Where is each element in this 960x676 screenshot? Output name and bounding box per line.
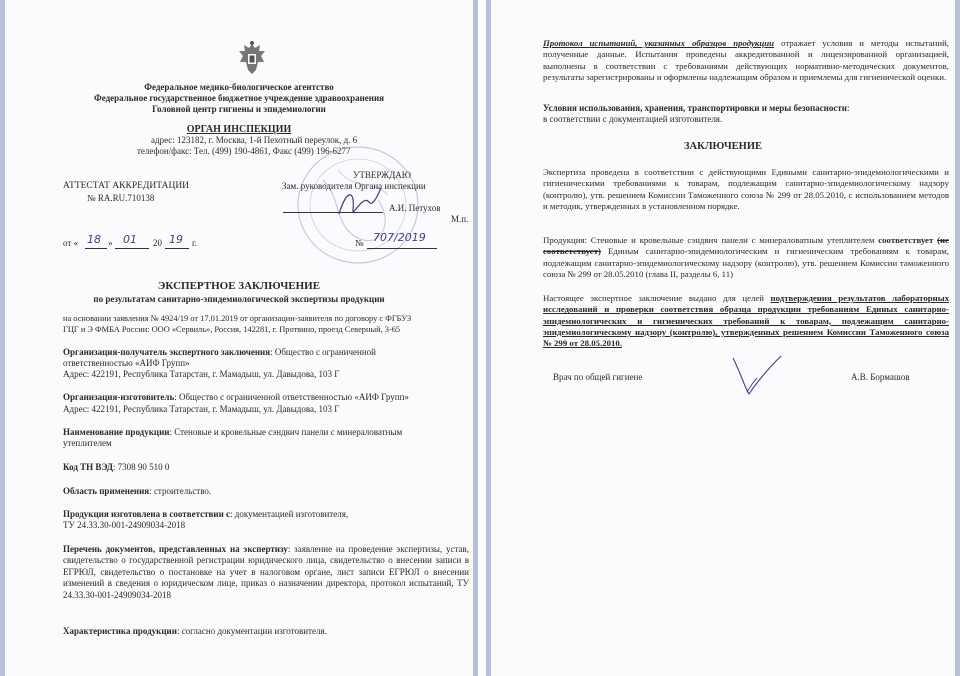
characteristics-label: Характеристика продукции: [63, 626, 177, 636]
recipient-line-2: ответственностью «АИФ Групп»: [63, 358, 190, 368]
conditions-line: Условия использования, хранения, транспортировки и меры безопасности:: [543, 103, 850, 113]
approve-label: УТВЕРЖДАЮ: [353, 170, 412, 180]
conclusion-title: ЗАКЛЮЧЕНИЕ: [683, 141, 763, 152]
maker-line: Организация-изготовитель: Общество с ограниченной ответственностью «АИФ Групп»: [63, 392, 409, 402]
scope-line: Область применения: строительство.: [63, 486, 212, 496]
agency-line-1: Федеральное медико-биологическое агентство: [144, 82, 334, 92]
made-label: Продукция изготовлена в соответствии с: [63, 509, 231, 519]
date-prefix: от «: [63, 238, 79, 248]
document-page-right: [486, 0, 960, 676]
made-line-1: Продукция изготовлена в соответствии с: документацией изготовителя,: [63, 509, 349, 519]
recipient-label: Организация-получатель экспертного заключения: [63, 347, 271, 357]
organ-title: ОРГАН ИНСПЕКЦИИ: [186, 124, 292, 135]
basis-line-2: ГЦГ и Э ФМБА России: ООО «Сервиль», Россия, 142281, г. Протвино, проезд Северный, 3-65: [63, 325, 401, 334]
date-quote: »: [108, 238, 113, 248]
documents-label: Перечень документов, представленных на экспертизу: [63, 544, 288, 554]
documents-paragraph: Перечень документов, представленных на экспертизу: заявление на проведение экспертизы, устав, свидетельство о государственной регистрации юридического лица, свидетельство о внесении записи в ЕГРЮЛ, свидетельство о постановке на учет в налоговом органе, лист записи ЕГРЮЛ о внесении изменений в сведения о юридическом лице, приказ о назначении директора, протокол испытаний, ТУ 24.33.30-001-24909034-2018: [63, 544, 469, 600]
basis-line-1: на основании заявления № 4924/19 от 17.01.2019 от организации-заявителя по договору с ФГБУЗ: [63, 314, 412, 323]
stamp-place-label: М.п.: [451, 214, 469, 224]
protocol-label: Протокол испытаний, указанных образцов продукции: [543, 38, 775, 48]
product-conformity-paragraph: Продукция: Стеновые и кровельные сэндвич панели с минераловатным утеплителем соответствует (не соответствует) Единым санитарно-эпидемиологическим и гигиеническим требованиям к товарам, подлежащим санитарно-эпидемиологическому надзору (контролю), утв. решением Комиссии таможенного союза № 299 от 28.05.2010 (глава II, разделы 6, 11): [543, 235, 949, 279]
conditions-label: Условия использования, хранения, транспортировки и меры безопасности: [543, 103, 847, 113]
product-label: Наименование продукции: [63, 427, 170, 437]
characteristics-line: Характеристика продукции: согласно документации изготовителя.: [63, 626, 327, 636]
organ-phone: телефон/факс: Тел. (499) 190-4861, Факс (499) 196-6277: [137, 146, 351, 156]
doctor-signature-icon: [727, 352, 785, 398]
recipient-line-1: Организация-получатель экспертного заключения: Общество с ограниченной: [63, 347, 376, 357]
date-year-prefix: 20: [153, 238, 162, 248]
code-line: Код ТН ВЭД: 7308 90 510 0: [63, 462, 170, 472]
agency-line-3: Головной центр гигиены и эпидемиологии: [152, 104, 326, 114]
made-line-2: ТУ 24.33.30-001-24909034-2018: [63, 520, 186, 530]
handwritten-signature-icon: [335, 184, 385, 220]
issued-purpose: подтверждения результатов лабораторных исследований и проверки соответствия образца продукции требованиям Единых санитарно-эпидемиологических и гигиенических требований к товарам, подлежащим санитарно-эпидемиологическому надзору (контролю), утвержденных решением Комиссии Таможенного союза № 299 от 28.05.2010.: [543, 293, 949, 349]
date-year: 19: [169, 233, 183, 246]
conditions-text: в соответствии с документацией изготовителя.: [543, 114, 723, 124]
doctor-name: А.В. Бормашов: [851, 372, 910, 382]
date-day: 18: [87, 233, 101, 246]
document-subtitle: по результатам санитарно-эпидемиологической экспертизы продукции: [93, 294, 385, 304]
accreditation-label: АТТЕСТАТ АККРЕДИТАЦИИ: [63, 181, 190, 191]
date-suffix: г.: [192, 238, 197, 248]
doctor-label: Врач по общей гигиене: [553, 372, 643, 382]
recipient-address: Адрес: 422191, Республика Татарстан, г. Мамадыш, ул. Давыдова, 103 Г: [63, 369, 340, 379]
signatory-name: А.И. Петухов: [389, 203, 441, 213]
product-line-2: утеплителем: [63, 438, 112, 448]
deputy-label: Зам. руководителя Органа инспекции: [282, 181, 426, 191]
number-label: №: [355, 238, 364, 248]
not-complies-text: (не соответствует): [543, 235, 949, 257]
complies-text: соответствует: [878, 235, 934, 245]
product-line-1: Наименование продукции: Стеновые и кровельные сэндвич панели с минераловатным: [63, 427, 403, 437]
document-title: ЭКСПЕРТНОЕ ЗАКЛЮЧЕНИЕ: [157, 280, 321, 292]
scope-label: Область применения: [63, 486, 150, 496]
expertise-paragraph: Экспертиза проведена в соответствии с действующими Едиными санитарно-эпидемиологическими и гигиеническими требованиями к товарам, подлежащим санитарно-эпидемиологическому надзору (контролю), утв. решением Комиссии Таможенного союза № 299 от 28.05.2010, с использованием методов и методик, утвержденных в установленном порядке.: [543, 167, 949, 211]
agency-line-2: Федеральное государственное бюджетное учреждение здравоохранения: [93, 93, 385, 103]
code-label: Код ТН ВЭД: [63, 462, 113, 472]
coat-of-arms-emblem: [236, 40, 268, 76]
issued-paragraph: Настоящее экспертное заключение выдано для целей подтверждения результатов лабораторных исследований и проверки соответствия образца продукции требованиям Единых санитарно-эпидемиологических и гигиенических требований к товарам, подлежащим санитарно-эпидемиологическому надзору (контролю), утвержденных решением Комиссии Таможенного союза № 299 от 28.05.2010.: [543, 293, 949, 349]
maker-address: Адрес: 422191, Республика Татарстан, г. Мамадыш, ул. Давыдова, 103 Г: [63, 404, 340, 414]
organ-address: адрес: 123182, г. Москва, 1-й Пехотный переулок, д. 6: [151, 135, 358, 145]
protocol-paragraph: Протокол испытаний, указанных образцов продукции отражает условия и методы испытаний, полученные данные. Испытания проведены аккредитованной и лицензированной организацией, выполнены в соответствии с требованиями действующих нормативно-методических документов, результаты зарегистрированы и оформлены надлежащим образом и приемлемы для гигиенической оценки.: [543, 38, 949, 82]
date-month: 01: [123, 233, 137, 246]
document-number: 707/2019: [373, 231, 426, 244]
accreditation-number: № RA.RU.710138: [87, 193, 155, 203]
maker-label: Организация-изготовитель: [63, 392, 175, 402]
document-page-left: [0, 0, 478, 676]
